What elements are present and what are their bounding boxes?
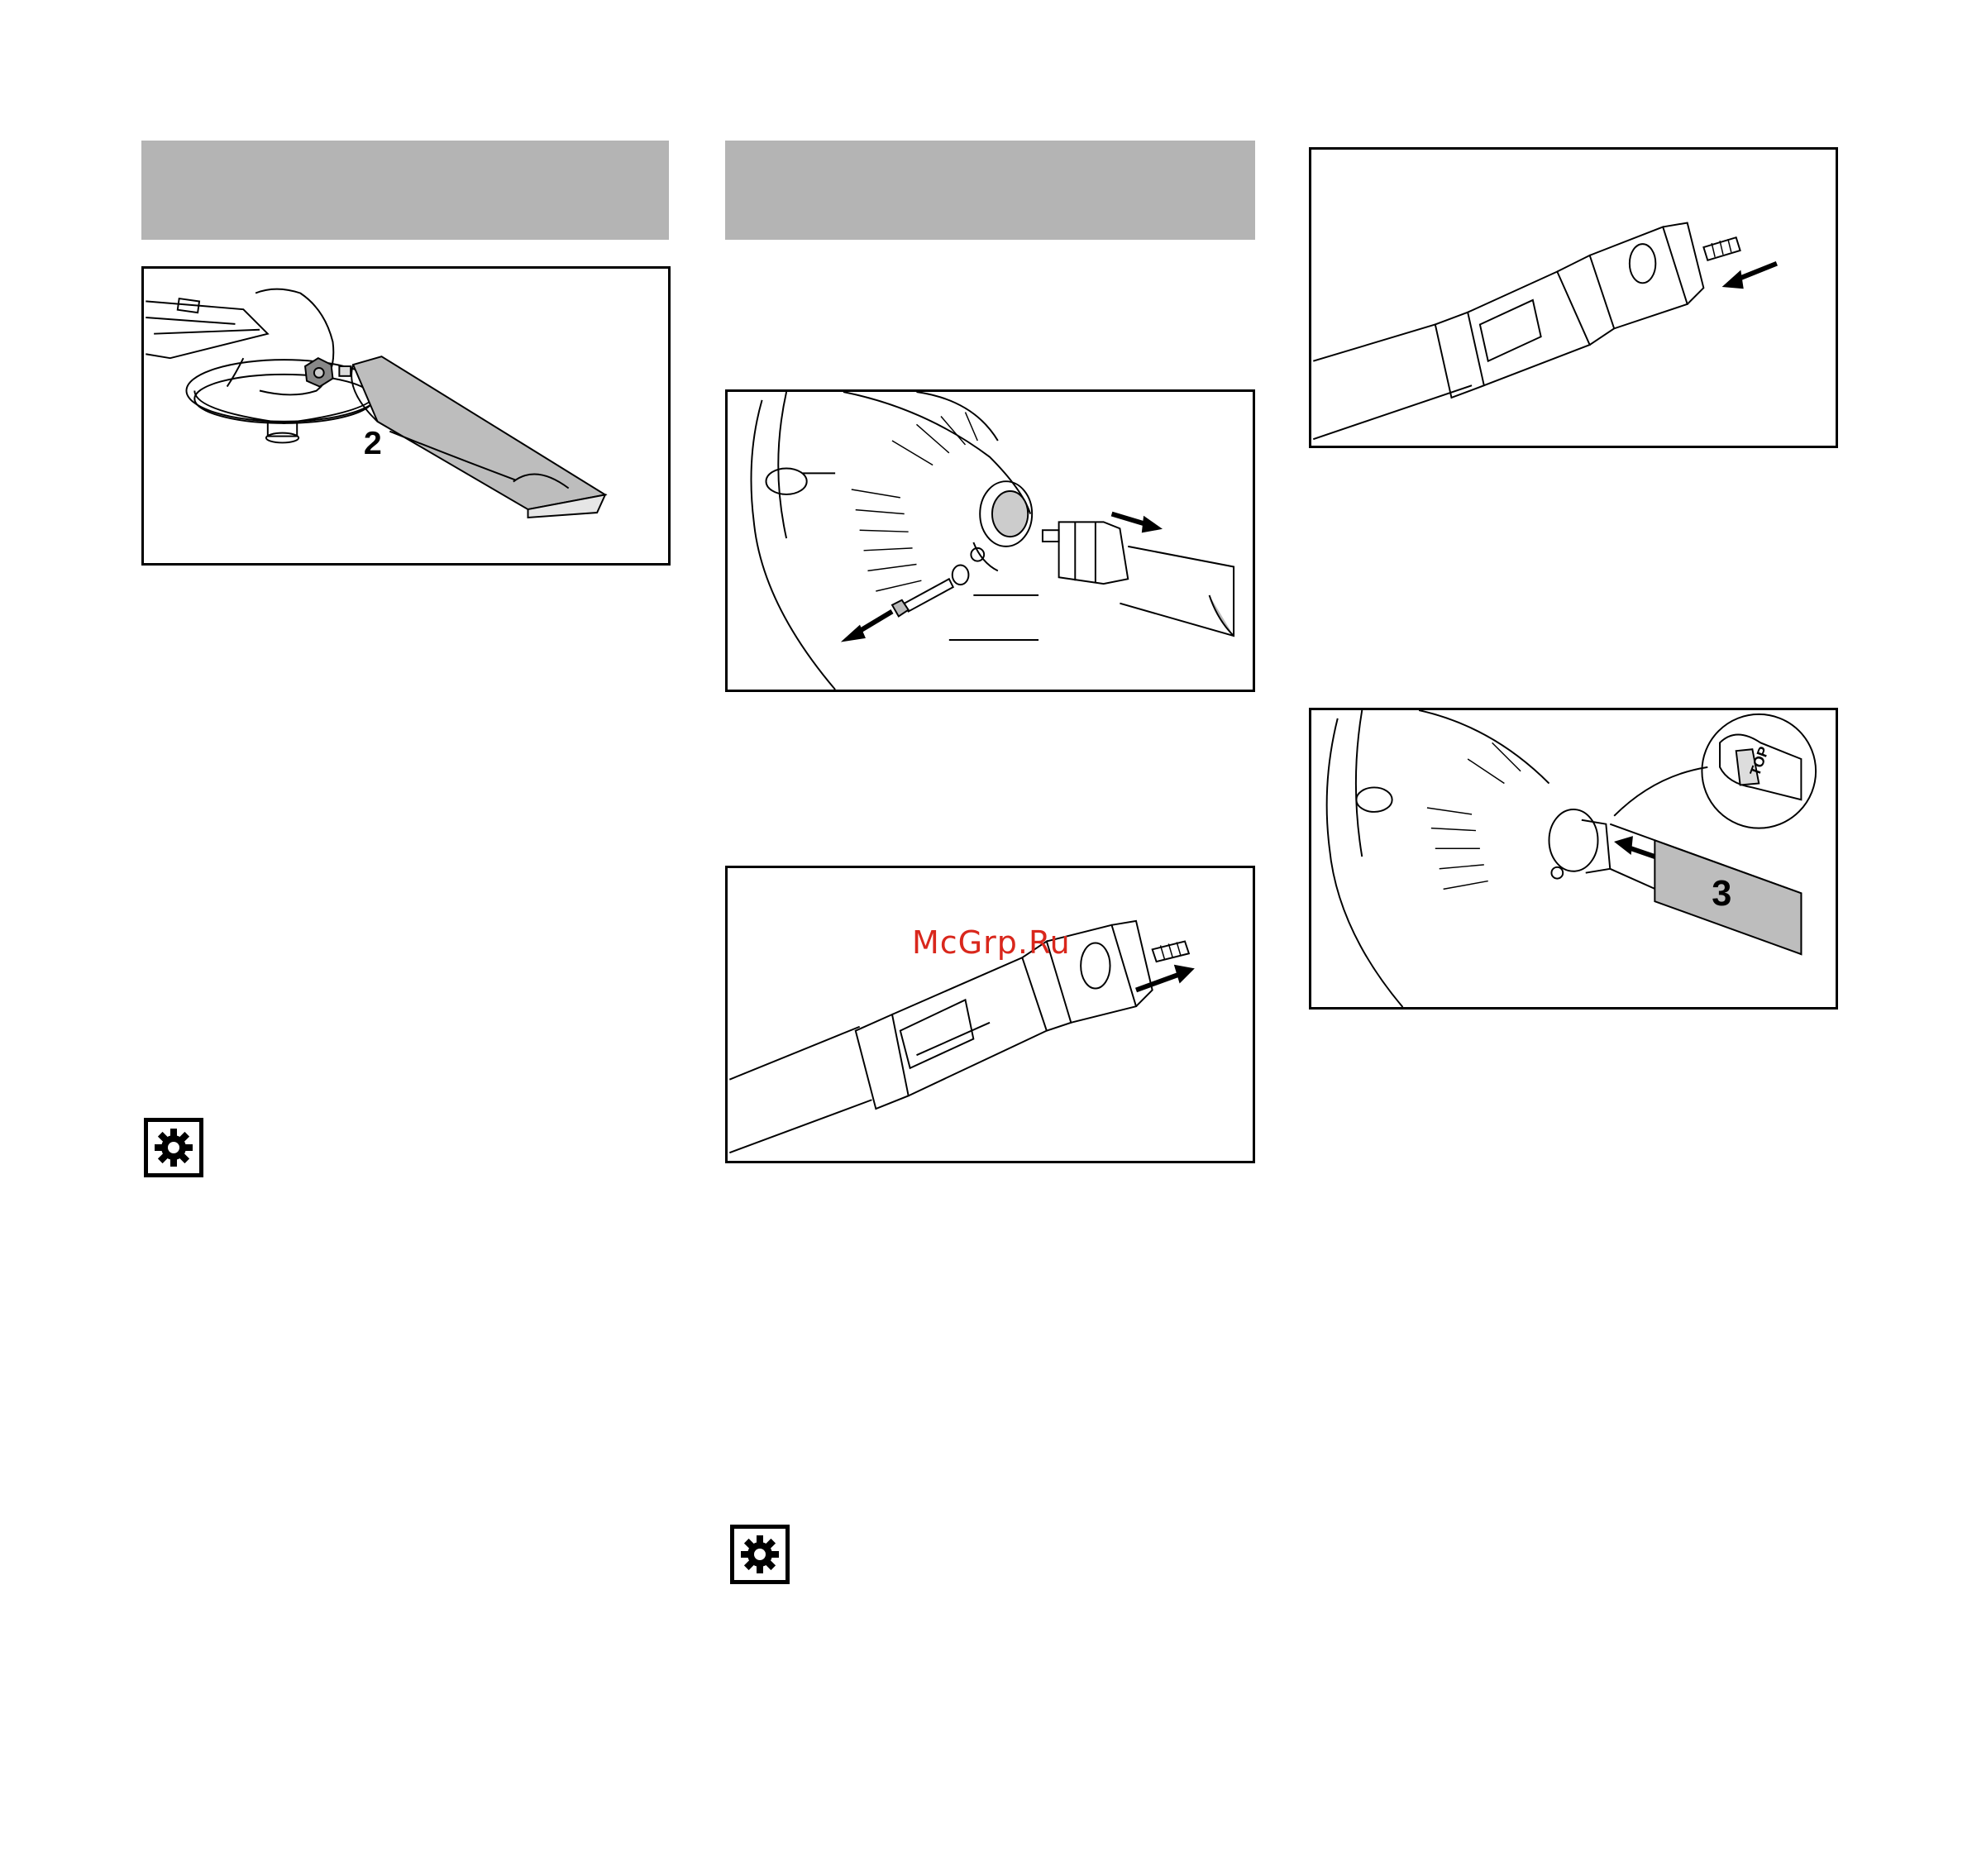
section-header-bar-middle xyxy=(725,141,1255,240)
grease-tube-illustration xyxy=(144,269,668,563)
section-header-bar-left xyxy=(141,141,669,240)
figure-grease-tube xyxy=(141,266,671,566)
figure-number-label: 2 xyxy=(363,425,382,462)
figure-shaft-push-in xyxy=(1309,147,1838,448)
figure-remove-screw xyxy=(725,389,1255,692)
figure-insert-shaft-top xyxy=(1309,708,1838,1010)
inset-top-label: TOP xyxy=(1746,744,1773,779)
figure-shaft-pull-out xyxy=(725,866,1255,1163)
gear-icon xyxy=(144,1118,203,1177)
figure-number-label: 3 xyxy=(1712,874,1732,914)
watermark-text: McGrp.Ru xyxy=(912,924,1071,961)
gear-icon xyxy=(730,1525,790,1584)
